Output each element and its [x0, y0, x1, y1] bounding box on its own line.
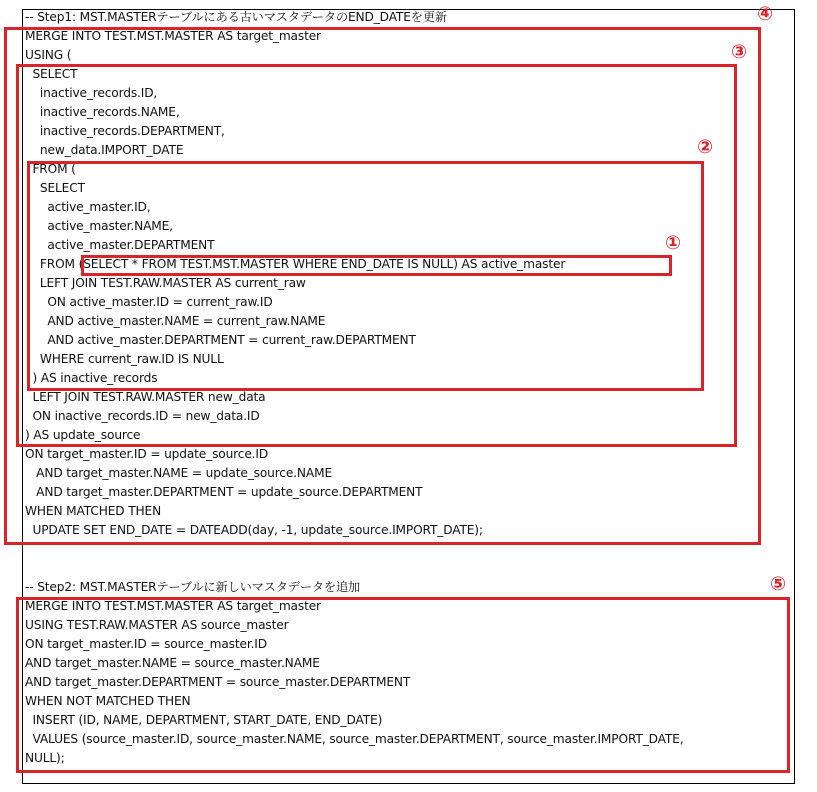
highlight-box-1 [81, 255, 672, 276]
code-line: active_master.NAME, [25, 219, 173, 233]
highlight-box-5 [16, 597, 790, 773]
code-line: new_data.IMPORT_DATE [25, 143, 184, 157]
code-line: AND target_master.NAME = update_source.NAME [25, 466, 332, 480]
highlight-box-2 [27, 161, 704, 391]
badge-4: ④ [757, 3, 774, 25]
code-line: ) AS inactive_records [25, 371, 158, 385]
code-line: NULL); [25, 751, 65, 765]
code-line: SELECT [25, 181, 85, 195]
code-line: FROM (SELECT * FROM TEST.MST.MASTER WHERE END_DATE IS NULL) AS active_master [25, 257, 566, 271]
code-line: FROM ( [25, 162, 76, 176]
code-line: MERGE INTO TEST.MST.MASTER AS target_master [25, 29, 321, 43]
code-line: LEFT JOIN TEST.RAW.MASTER AS current_raw [25, 276, 306, 290]
code-line: inactive_records.NAME, [25, 105, 180, 119]
code-line: active_master.DEPARTMENT [25, 238, 215, 252]
code-line: UPDATE SET END_DATE = DATEADD(day, -1, update_source.IMPORT_DATE); [25, 523, 483, 537]
badge-5: ⑤ [770, 573, 787, 595]
code-line: active_master.ID, [25, 200, 151, 214]
code-line: AND target_master.DEPARTMENT = update_source.DEPARTMENT [25, 485, 423, 499]
code-line: LEFT JOIN TEST.RAW.MASTER new_data [25, 390, 266, 404]
badge-2: ② [697, 136, 714, 158]
code-line: ) AS update_source [25, 428, 141, 442]
code-comment: -- Step2: MST.MASTERテーブルに新しいマスタデータを追加 [25, 580, 361, 594]
code-line: ON inactive_records.ID = new_data.ID [25, 409, 260, 423]
code-line: USING ( [25, 48, 72, 62]
code-line: ON target_master.ID = update_source.ID [25, 447, 269, 461]
code-line: WHERE current_raw.ID IS NULL [25, 352, 224, 366]
code-line: WHEN MATCHED THEN [25, 504, 162, 518]
badge-3: ③ [731, 41, 748, 63]
code-line: AND active_master.NAME = current_raw.NAME [25, 314, 326, 328]
code-line: AND target_master.DEPARTMENT = source_master.DEPARTMENT [25, 675, 411, 689]
code-line: SELECT [25, 67, 78, 81]
code-line: inactive_records.DEPARTMENT, [25, 124, 225, 138]
code-line: MERGE INTO TEST.MST.MASTER AS target_master [25, 599, 321, 613]
code-line: VALUES (source_master.ID, source_master.NAME, source_master.DEPARTMENT, source_master.IMPORT_DATE, [25, 732, 684, 746]
code-comment: -- Step1: MST.MASTERテーブルにある古いマスタデータのEND_DATEを更新 [25, 10, 447, 24]
code-line: ON target_master.ID = source_master.ID [25, 637, 267, 651]
code-line: ON active_master.ID = current_raw.ID [25, 295, 273, 309]
code-line: AND target_master.NAME = source_master.NAME [25, 656, 320, 670]
code-line: INSERT (ID, NAME, DEPARTMENT, START_DATE, END_DATE) [25, 713, 383, 727]
code-line: AND active_master.DEPARTMENT = current_raw.DEPARTMENT [25, 333, 416, 347]
badge-1: ① [665, 232, 682, 254]
code-line: inactive_records.ID, [25, 86, 158, 100]
code-line: WHEN NOT MATCHED THEN [25, 694, 191, 708]
code-line: USING TEST.RAW.MASTER AS source_master [25, 618, 289, 632]
